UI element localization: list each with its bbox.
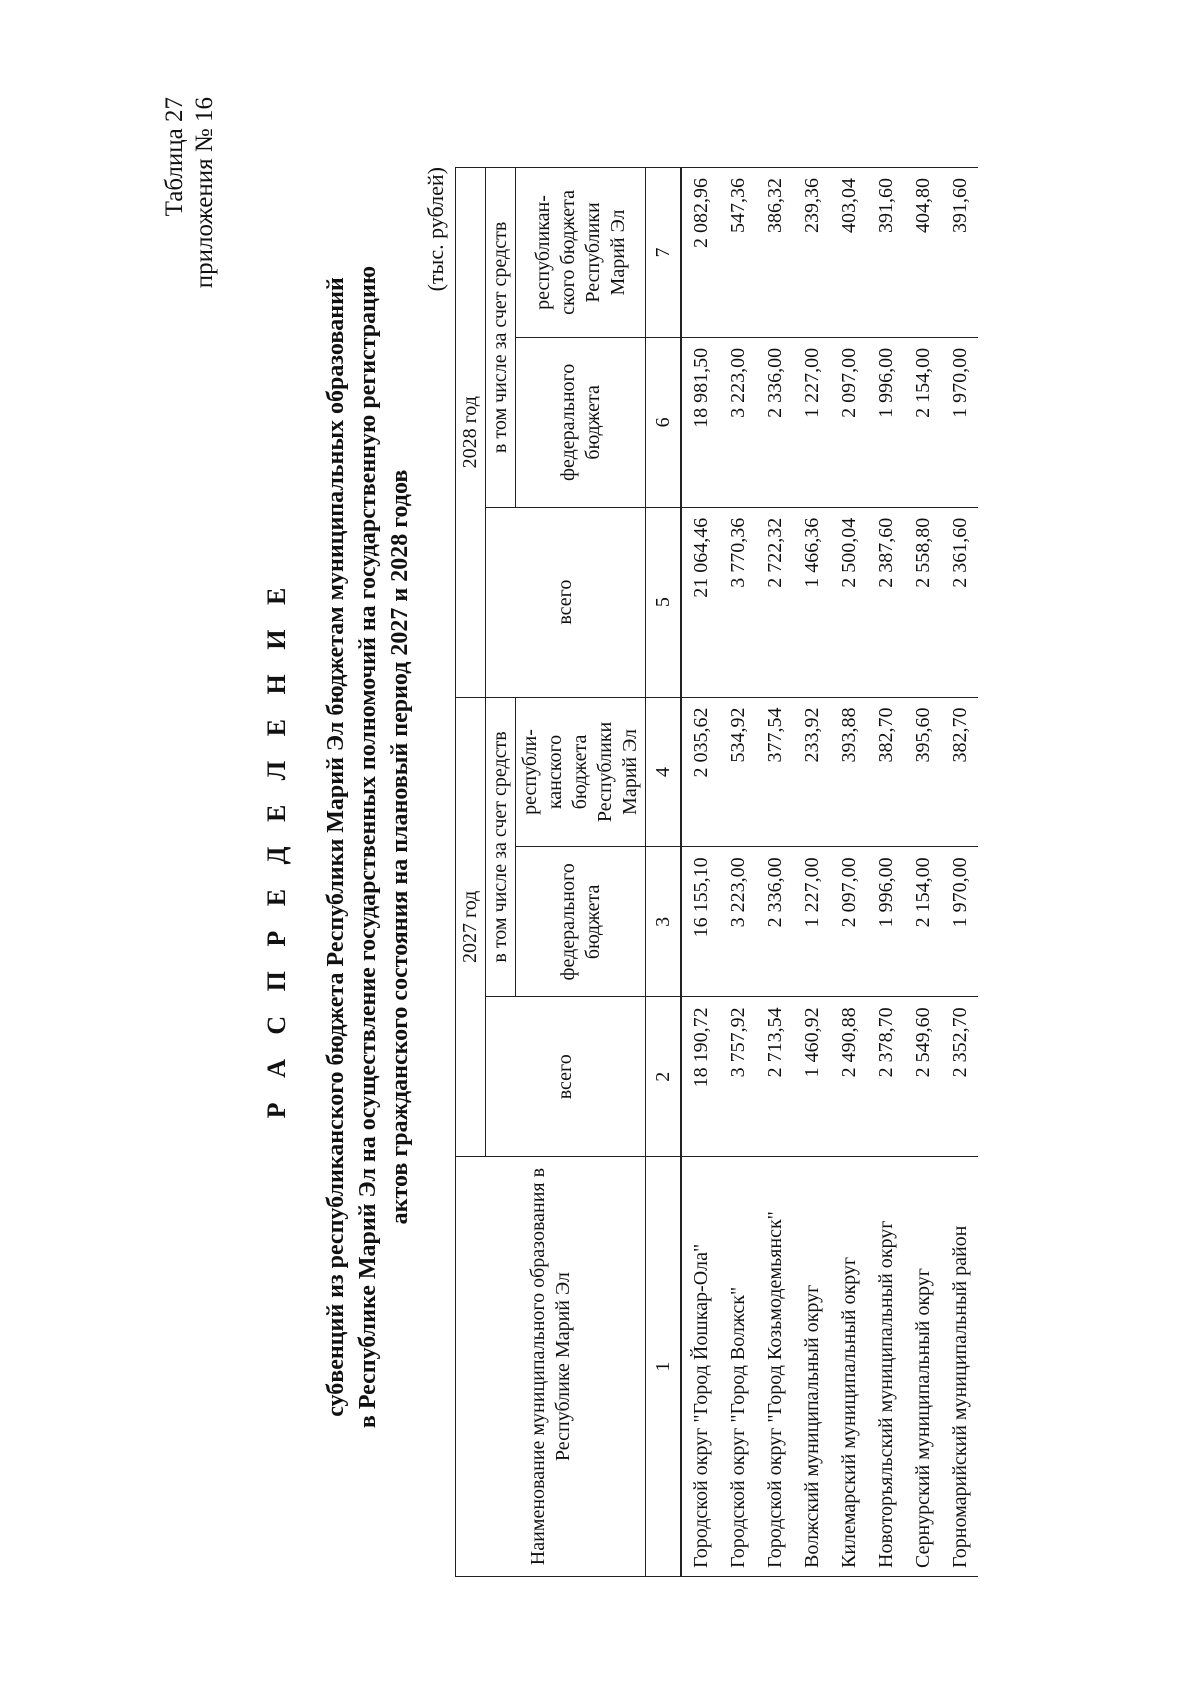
total-2027: 2 352,70 [941,997,978,1157]
republic-2028: 2 082,96 [681,168,719,338]
table-row [793,168,830,1577]
subtitle-line: субвенций из республиканского бюджета Республики Марий Эл бюджетам муниципальных образований [323,277,349,1417]
municipality-name: Килемарский муниципальный округ [830,1157,867,1577]
federal-2027: 1 227,00 [793,847,830,997]
header-municipality: Наименование муниципального образования в Республике Марий Эл [456,1157,646,1577]
total-2028: 2 361,60 [941,507,978,697]
federal-2028: 3 223,00 [719,337,756,507]
total-2027: 2 490,88 [830,997,867,1157]
republic-2028: 547,36 [719,168,756,338]
table-row [867,168,904,1577]
municipality-name: Городской округ "Город Козьмодемьянск" [756,1157,793,1577]
municipality-name: Городской округ "Город Волжск" [719,1157,756,1577]
republic-2028: 404,80 [904,168,941,338]
municipality-name: Городской округ "Город Йошкар-Ола" [681,1157,719,1577]
municipality-name: Новоторъяльский муниципальный округ [867,1157,904,1577]
table-row [830,168,867,1577]
subtitle-line: актов гражданского состояния на плановый период 2027 и 2028 годов [387,469,413,1225]
document-title: Р А С П Р Е Д Е Л Е Н И Е [262,578,291,1119]
header-federal-2028: федерального бюджета [516,337,646,507]
header-incl-2028: в том числе за счет средств [486,168,516,508]
federal-2027: 3 223,00 [719,847,756,997]
table-row [941,168,978,1577]
table-number: Таблица 27 [161,97,188,217]
column-number: 6 [646,337,682,507]
total-2027: 2 549,60 [904,997,941,1157]
federal-2028: 2 336,00 [756,337,793,507]
header-incl-2027: в том числе за счет средств [486,697,516,997]
republic-2028: 391,60 [941,168,978,338]
municipality-name: Волжский муниципальный округ [793,1157,830,1577]
federal-2028: 1 996,00 [867,337,904,507]
table-row [681,168,719,1577]
federal-2027: 1 996,00 [867,847,904,997]
header-total-2028: всего [486,507,646,697]
republic-2028: 239,36 [793,168,830,338]
federal-2027: 2 336,00 [756,847,793,997]
republic-2027: 395,60 [904,697,941,847]
appendix-number: приложения № 16 [191,97,218,289]
republic-2027: 2 035,62 [681,697,719,847]
republic-2027: 534,92 [719,697,756,847]
table-reference [160,97,220,317]
column-number: 2 [646,997,682,1157]
republic-2027: 382,70 [941,697,978,847]
total-2027: 1 460,92 [793,997,830,1157]
table-row [756,168,793,1577]
header-total-2027: всего [486,997,646,1157]
federal-2027: 16 155,10 [681,847,719,997]
municipality-name: Сернурский муниципальный округ [904,1157,941,1577]
municipality-name: Горномарийский муниципальный район [941,1157,978,1577]
republic-2027: 382,70 [867,697,904,847]
republic-2027: 377,54 [756,697,793,847]
column-number: 1 [646,1157,682,1577]
total-2028: 2 387,60 [867,507,904,697]
header-republic-2027: республи-канского бюджета Республики Марий Эл [516,697,646,847]
total-2027: 18 190,72 [681,997,719,1157]
document-subtitle [320,177,416,1517]
total-2028: 1 466,36 [793,507,830,697]
distribution-table [455,167,978,1577]
table-row [719,168,756,1577]
federal-2028: 1 970,00 [941,337,978,507]
republic-2027: 393,88 [830,697,867,847]
republic-2027: 233,92 [793,697,830,847]
header-federal-2027: федерального бюджета [516,847,646,997]
header-republic-2028: республикан-ского бюджета Республики Марий Эл [516,168,646,338]
column-number: 3 [646,847,682,997]
republic-2028: 403,04 [830,168,867,338]
republic-2028: 386,32 [756,168,793,338]
total-2027: 2 378,70 [867,997,904,1157]
federal-2027: 1 970,00 [941,847,978,997]
federal-2027: 2 097,00 [830,847,867,997]
column-number: 7 [646,168,682,338]
header-year-2028: 2028 год [456,168,486,698]
federal-2028: 2 097,00 [830,337,867,507]
federal-2028: 2 154,00 [904,337,941,507]
subtitle-line: в Республике Марий Эл на осуществление государственных полномочий на государственную регистрацию [355,265,381,1429]
total-2027: 2 713,54 [756,997,793,1157]
federal-2027: 2 154,00 [904,847,941,997]
column-number: 5 [646,507,682,697]
total-2028: 21 064,46 [681,507,719,697]
table-row [904,168,941,1577]
total-2028: 2 500,04 [830,507,867,697]
units-label: (тыс. рублей) [423,167,448,292]
federal-2028: 1 227,00 [793,337,830,507]
federal-2028: 18 981,50 [681,337,719,507]
total-2027: 3 757,92 [719,997,756,1157]
republic-2028: 391,60 [867,168,904,338]
header-year-2027: 2027 год [456,697,486,1157]
total-2028: 3 770,36 [719,507,756,697]
total-2028: 2 558,80 [904,507,941,697]
column-number: 4 [646,697,682,847]
total-2028: 2 722,32 [756,507,793,697]
